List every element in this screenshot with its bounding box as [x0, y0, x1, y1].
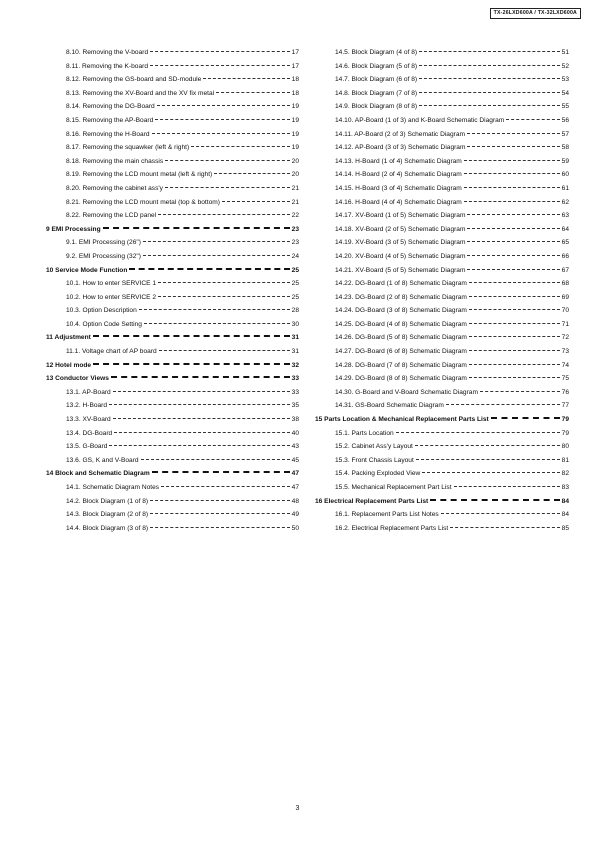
toc-entry-label: 14.14. H-Board (2 of 4) Schematic Diagram: [335, 171, 462, 179]
toc-entry-label: 14.17. XV-Board (1 of 5) Schematic Diagram: [335, 212, 466, 220]
toc-entry-page: 20: [291, 157, 299, 165]
toc-entry-page: 67: [561, 266, 569, 274]
toc-section-entry[interactable]: [46, 331, 299, 345]
toc-entry-page: 49: [291, 511, 299, 519]
toc-entry-label: 10.1. How to enter SERVICE 1: [66, 280, 157, 288]
toc-entry-page: 35: [291, 402, 299, 410]
dot-leader: [467, 269, 559, 270]
toc-entry[interactable]: [46, 46, 299, 60]
toc-entry[interactable]: [315, 277, 569, 291]
dot-leader: [396, 432, 560, 433]
toc-entry-page: 79: [561, 416, 569, 424]
dot-leader: [469, 309, 560, 310]
toc-entry-label: 8.18. Removing the main chassis: [66, 157, 164, 165]
toc-entry-label: 14.22. DG-Board (1 of 8) Schematic Diagram: [335, 280, 467, 288]
dot-leader: [469, 282, 560, 283]
toc-entry[interactable]: [46, 413, 299, 427]
toc-entry[interactable]: [315, 318, 569, 332]
toc-entry-label: 14.8. Block Diagram (7 of 8): [335, 89, 418, 97]
toc-entry[interactable]: [46, 182, 299, 196]
dot-leader: [191, 146, 290, 147]
toc-entry-page: 84: [561, 497, 569, 505]
toc-entry-label: 8.13. Removing the XV-Board and the XV fix metal: [66, 89, 215, 97]
dot-leader: [491, 417, 560, 419]
toc-entry-page: 20: [291, 171, 299, 179]
toc-entry-page: 83: [561, 484, 569, 491]
dot-leader: [467, 214, 559, 215]
dot-leader: [144, 323, 290, 324]
toc-entry-page: 47: [291, 470, 299, 478]
dot-leader: [467, 228, 559, 229]
toc-entry-label: 13.4. DG-Board: [66, 429, 113, 437]
toc-entry-label: 14.26. DG-Board (5 of 8) Schematic Diagram: [335, 334, 467, 342]
toc-entry[interactable]: [46, 155, 299, 169]
toc-entry[interactable]: [315, 87, 569, 101]
toc-entry-label: 8.19. Removing the LCD mount metal (left & right): [66, 171, 213, 179]
toc-entry-page: 79: [561, 429, 569, 437]
toc-entry-page: 19: [291, 103, 299, 111]
dot-leader: [454, 486, 560, 487]
toc-entry-page: 76: [561, 388, 569, 396]
toc-entry-page: 75: [561, 375, 569, 383]
toc-entry[interactable]: [315, 467, 569, 481]
dot-leader: [464, 160, 560, 161]
toc-entry-label: 8.12. Removing the GS-board and SD-module: [66, 76, 202, 84]
toc-entry-page: 73: [561, 348, 569, 356]
toc-entry-label: 14.30. G-Board and V-Board Schematic Diagram: [335, 388, 478, 396]
dot-leader: [441, 513, 560, 514]
toc-entry-page: 60: [561, 171, 569, 179]
dot-leader: [419, 78, 560, 79]
dot-leader: [150, 527, 290, 528]
dot-leader: [446, 404, 560, 405]
toc-entry-page: 77: [561, 402, 569, 410]
toc-entry-label: 14.15. H-Board (3 of 4) Schematic Diagram: [335, 184, 462, 192]
toc-entry-page: 50: [291, 524, 299, 532]
toc-entry[interactable]: [315, 440, 569, 454]
toc-entry-page: 58: [561, 144, 569, 152]
dot-leader: [214, 173, 289, 174]
toc-entry-page: 22: [291, 212, 299, 220]
dot-leader: [109, 445, 289, 446]
toc-entry-label: 14.7. Block Diagram (6 of 8): [335, 76, 418, 84]
toc-entry-label: 14.5. Block Diagram (4 of 8): [335, 49, 418, 56]
toc-entry-page: 55: [561, 103, 569, 111]
dot-leader: [464, 201, 560, 202]
dot-leader: [113, 391, 290, 392]
dot-leader: [141, 459, 290, 460]
dot-leader: [469, 336, 560, 337]
toc-right-column: [315, 46, 569, 535]
dot-leader: [114, 432, 289, 433]
toc-entry-label: 14.2. Block Diagram (1 of 8): [66, 497, 149, 505]
toc-entry-label: 13.2. H-Board: [66, 402, 108, 410]
toc-entry-label: 14.20. XV-Board (4 of 5) Schematic Diagram: [335, 252, 466, 260]
dot-leader: [157, 105, 290, 106]
dot-leader: [469, 377, 560, 378]
toc-entry-label: 16.1. Replacement Parts List Notes: [335, 511, 439, 519]
toc-entry-label: 15.5. Mechanical Replacement Part List: [335, 484, 452, 491]
toc-entry[interactable]: [315, 223, 569, 237]
toc-entry-label: 14.25. DG-Board (4 of 8) Schematic Diagram: [335, 320, 467, 328]
toc-entry[interactable]: [315, 128, 569, 142]
toc-entry[interactable]: [315, 209, 569, 223]
toc-entry[interactable]: [315, 331, 569, 345]
toc-entry-label: 14.21. XV-Board (5 of 5) Schematic Diagram: [335, 266, 466, 274]
dot-leader: [152, 471, 290, 473]
dot-leader: [419, 105, 560, 106]
toc-section-entry[interactable]: [315, 413, 569, 427]
toc-entry-page: 25: [291, 266, 299, 274]
toc-entry-label: 10.4. Option Code Setting: [66, 320, 142, 328]
toc-entry-label: 8.16. Removing the H-Board: [66, 130, 150, 138]
dot-leader: [165, 160, 290, 161]
dot-leader: [467, 146, 559, 147]
toc-entry-label: 14.1. Schematic Diagram Notes: [66, 484, 160, 491]
toc-entry[interactable]: [315, 46, 569, 60]
dot-leader: [467, 241, 559, 242]
dot-leader: [464, 187, 560, 188]
toc-entry[interactable]: [46, 454, 299, 468]
toc-entry-page: 54: [561, 89, 569, 97]
toc-entry-page: 19: [291, 116, 299, 124]
toc-entry-page: 48: [291, 497, 299, 505]
toc-entry-page: 30: [291, 320, 299, 328]
toc-entry-page: 62: [561, 198, 569, 206]
dot-leader: [419, 92, 560, 93]
toc-entry[interactable]: [46, 250, 299, 264]
toc-entry-label: 14.3. Block Diagram (2 of 8): [66, 511, 149, 519]
toc-entry-label: 8.17. Removing the squawker (left & right): [66, 144, 190, 152]
toc-entry-label: 10 Service Mode Function: [46, 266, 128, 274]
toc-entry-label: 8.11. Removing the K-board: [66, 62, 148, 70]
toc-entry[interactable]: [315, 196, 569, 210]
toc-entry[interactable]: [46, 87, 299, 101]
toc-entry-label: 14.11. AP-Board (2 of 3) Schematic Diagram: [335, 130, 465, 138]
dot-leader: [469, 350, 560, 351]
toc-entry[interactable]: [315, 359, 569, 373]
dot-leader: [216, 92, 290, 93]
toc-entry[interactable]: [315, 481, 569, 495]
dot-leader: [222, 201, 290, 202]
dot-leader: [150, 500, 290, 501]
toc-entry[interactable]: [315, 236, 569, 250]
toc-entry-label: 14.23. DG-Board (2 of 8) Schematic Diagram: [335, 293, 467, 301]
toc-entry[interactable]: [315, 264, 569, 278]
toc-entry[interactable]: [315, 60, 569, 74]
toc-section-entry[interactable]: [46, 359, 299, 373]
toc-entry-page: 74: [561, 361, 569, 369]
dot-leader: [93, 363, 290, 365]
dot-leader: [158, 296, 290, 297]
toc-entry-label: 14 Block and Schematic Diagram: [46, 470, 150, 478]
toc-entry-label: 8.15. Removing the AP-Board: [66, 116, 154, 124]
toc-entry[interactable]: [315, 508, 569, 522]
toc-entry-page: 85: [561, 524, 569, 532]
toc-entry[interactable]: [315, 454, 569, 468]
toc-entry[interactable]: [46, 100, 299, 114]
toc-entry-page: 70: [561, 307, 569, 315]
dot-leader: [430, 499, 559, 501]
toc-entry[interactable]: [315, 155, 569, 169]
toc-entry-page: 64: [561, 225, 569, 233]
toc-entry-label: 8.10. Removing the V-board: [66, 49, 149, 56]
toc-entry-page: 23: [291, 225, 299, 233]
dot-leader: [422, 472, 559, 473]
toc-entry[interactable]: [46, 495, 299, 509]
dot-leader: [113, 418, 290, 419]
toc-entry-page: 31: [291, 348, 299, 356]
dot-leader: [165, 187, 290, 188]
dot-leader: [419, 51, 560, 52]
toc-entry-label: 13.5. G-Board: [66, 443, 108, 451]
toc-entry-page: 33: [291, 388, 299, 396]
dot-leader: [161, 486, 290, 487]
toc-entry[interactable]: [46, 209, 299, 223]
toc-section-entry[interactable]: [315, 495, 569, 509]
toc-entry-label: 12 Hotel mode: [46, 361, 92, 369]
toc-entry-page: 53: [561, 76, 569, 84]
toc-entry-page: 51: [561, 49, 569, 56]
toc-entry-page: 23: [291, 239, 299, 247]
toc-entry-page: 80: [561, 443, 569, 451]
toc-entry-page: 47: [291, 484, 299, 491]
dot-leader: [139, 309, 290, 310]
toc-entry-label: 14.19. XV-Board (3 of 5) Schematic Diagram: [335, 239, 466, 247]
dot-leader: [203, 78, 289, 79]
toc-entry-label: 10.3. Option Description: [66, 307, 137, 315]
toc-section-entry[interactable]: [46, 372, 299, 386]
toc-entry-page: 68: [561, 280, 569, 288]
toc-entry[interactable]: [315, 168, 569, 182]
toc-entry-page: 65: [561, 239, 569, 247]
dot-leader: [143, 241, 290, 242]
toc-entry-page: 25: [291, 280, 299, 288]
toc-entry-label: 16 Electrical Replacement Parts List: [315, 497, 429, 505]
dot-leader: [150, 513, 290, 514]
toc-entry-label: 14.29. DG-Board (8 of 8) Schematic Diagram: [335, 375, 467, 383]
dot-leader: [416, 459, 560, 460]
toc-entry-page: 59: [561, 157, 569, 165]
toc-entry-label: 14.24. DG-Board (3 of 8) Schematic Diagram: [335, 307, 467, 315]
dot-leader: [450, 527, 559, 528]
toc-entry-label: 13.1. AP-Board: [66, 388, 111, 396]
toc-entry-label: 14.12. AP-Board (3 of 3) Schematic Diagram: [335, 144, 466, 152]
toc-entry-label: 9 EMI Processing: [46, 225, 101, 233]
toc-entry-page: 43: [291, 443, 299, 451]
toc-entry[interactable]: [46, 291, 299, 305]
toc-entry[interactable]: [46, 304, 299, 318]
toc-entry[interactable]: [46, 440, 299, 454]
toc-entry-page: 18: [291, 89, 299, 97]
dot-leader: [155, 119, 289, 120]
toc-entry[interactable]: [46, 196, 299, 210]
toc-entry-page: 31: [291, 334, 299, 342]
dot-leader: [415, 445, 560, 446]
toc-section-entry[interactable]: [46, 467, 299, 481]
toc-entry[interactable]: [46, 399, 299, 413]
dot-leader: [93, 335, 290, 337]
toc-entry-page: 82: [561, 470, 569, 478]
dot-leader: [506, 119, 559, 120]
toc-entry[interactable]: [46, 318, 299, 332]
dot-leader: [111, 376, 290, 378]
toc-entry-page: 21: [291, 184, 299, 192]
toc-entry[interactable]: [315, 250, 569, 264]
toc-entry[interactable]: [315, 427, 569, 441]
toc-entry[interactable]: [46, 522, 299, 536]
toc-entry-page: 33: [291, 375, 299, 383]
dot-leader: [464, 173, 560, 174]
toc-entry-label: 15.1. Parts Location: [335, 429, 394, 437]
toc-entry-label: 9.1. EMI Processing (26"): [66, 239, 141, 247]
toc-entry[interactable]: [315, 141, 569, 155]
toc-entry[interactable]: [46, 60, 299, 74]
toc-entry[interactable]: [315, 399, 569, 413]
toc-entry[interactable]: [46, 386, 299, 400]
toc-entry-page: 18: [291, 76, 299, 84]
dot-leader: [469, 323, 560, 324]
toc-entry-label: 14.27. DG-Board (6 of 8) Schematic Diagram: [335, 348, 467, 356]
toc-entry[interactable]: [46, 427, 299, 441]
toc-entry-page: 52: [561, 62, 569, 70]
toc-entry[interactable]: [315, 304, 569, 318]
dot-leader: [129, 268, 289, 270]
toc-entry-label: 14.16. H-Board (4 of 4) Schematic Diagram: [335, 198, 462, 206]
toc-entry[interactable]: [46, 277, 299, 291]
toc-entry-label: 16.2. Electrical Replacement Parts List: [335, 524, 449, 532]
toc-entry-page: 45: [291, 456, 299, 464]
toc-entry-page: 19: [291, 144, 299, 152]
toc-entry[interactable]: [315, 73, 569, 87]
toc-entry-label: 15.2. Cabinet Ass'y Layout: [335, 443, 413, 451]
toc-entry-page: 25: [291, 293, 299, 301]
toc-entry-label: 13 Conductor Views: [46, 375, 109, 383]
toc-entry-page: 61: [561, 184, 569, 192]
dot-leader: [152, 133, 290, 134]
toc-entry-page: 40: [291, 429, 299, 437]
toc-entry[interactable]: [46, 345, 299, 359]
toc-section-entry[interactable]: [46, 223, 299, 237]
toc-entry-label: 13.3. XV-Board: [66, 416, 111, 424]
toc-entry[interactable]: [46, 236, 299, 250]
toc-entry-page: 38: [291, 416, 299, 424]
dot-leader: [150, 51, 290, 52]
toc-entry-page: 71: [561, 320, 569, 328]
toc-entry[interactable]: [46, 114, 299, 128]
toc-entry-label: 15.3. Front Chassis Layout: [335, 456, 414, 464]
model-label: TX-26LXD600A / TX-32LXD600A: [490, 8, 581, 19]
dot-leader: [419, 65, 560, 66]
toc-entry[interactable]: [315, 182, 569, 196]
dot-leader: [467, 133, 560, 134]
toc-entry[interactable]: [46, 141, 299, 155]
toc-entry-page: 19: [291, 130, 299, 138]
dot-leader: [469, 296, 560, 297]
toc-entry-label: 14.13. H-Board (1 of 4) Schematic Diagram: [335, 157, 462, 165]
toc-entry-label: 10.2. How to enter SERVICE 2: [66, 293, 157, 301]
page-number: 3: [295, 805, 300, 812]
toc-entry-label: 11 Adjustment: [46, 334, 91, 342]
toc-entry-label: 14.9. Block Diagram (8 of 8): [335, 103, 418, 111]
dot-leader: [109, 404, 290, 405]
toc-entry-label: 11.1. Voltage chart of AP board: [66, 348, 157, 356]
toc-entry-page: 32: [291, 361, 299, 369]
toc-entry-page: 84: [561, 511, 569, 519]
toc-entry-label: 9.2. EMI Processing (32"): [66, 252, 141, 260]
toc-entry-page: 63: [561, 212, 569, 220]
toc-entry-page: 81: [561, 456, 569, 464]
toc-entry-label: 15.4. Packing Exploded View: [335, 470, 421, 478]
dot-leader: [480, 391, 560, 392]
toc-entry-label: 8.21. Removing the LCD mount metal (top & bottom): [66, 198, 220, 206]
toc-entry-label: 13.6. GS, K and V-Board: [66, 456, 139, 464]
toc-entry[interactable]: [46, 481, 299, 495]
toc-entry-page: 57: [561, 130, 569, 138]
toc-entry-label: 8.14. Removing the DG-Board: [66, 103, 155, 111]
toc-entry[interactable]: [315, 345, 569, 359]
toc-entry[interactable]: [315, 386, 569, 400]
toc-entry-page: 21: [291, 198, 299, 206]
toc-entry[interactable]: [315, 114, 569, 128]
toc-entry-label: 14.4. Block Diagram (3 of 8): [66, 524, 149, 532]
toc-entry-label: 14.6. Block Diagram (5 of 8): [335, 62, 418, 70]
toc-entry[interactable]: [46, 128, 299, 142]
toc-entry-label: 8.22. Removing the LCD panel: [66, 212, 157, 220]
toc-left-column: [46, 46, 299, 535]
toc-entry-page: 17: [291, 62, 299, 70]
dot-leader: [103, 227, 290, 229]
toc-section-entry[interactable]: [46, 264, 299, 278]
toc-entry-page: 66: [561, 252, 569, 260]
toc-entry[interactable]: [46, 73, 299, 87]
toc-entry-page: 72: [561, 334, 569, 342]
dot-leader: [158, 214, 289, 215]
toc-entry[interactable]: [315, 372, 569, 386]
toc-entry-page: 69: [561, 293, 569, 301]
dot-leader: [467, 255, 559, 256]
dot-leader: [159, 350, 290, 351]
toc-entry-label: 14.18. XV-Board (2 of 5) Schematic Diagram: [335, 225, 466, 233]
dot-leader: [150, 65, 290, 66]
toc-entry-label: 14.10. AP-Board (1 of 3) and K-Board Schematic Diagram: [335, 116, 505, 124]
toc-entry[interactable]: [315, 522, 569, 536]
toc-entry-label: 14.28. DG-Board (7 of 8) Schematic Diagram: [335, 361, 467, 369]
toc-entry-label: 8.20. Removing the cabinet ass'y: [66, 184, 163, 192]
toc-entry-page: 24: [291, 252, 299, 260]
toc-entry[interactable]: [46, 168, 299, 182]
toc-entry[interactable]: [46, 508, 299, 522]
toc-entry[interactable]: [315, 100, 569, 114]
toc-entry-page: 17: [291, 49, 299, 56]
toc-entry-page: 28: [291, 307, 299, 315]
toc-entry-page: 56: [561, 116, 569, 124]
toc-entry[interactable]: [315, 291, 569, 305]
toc-entry-label: 15 Parts Location & Mechanical Replacement Parts List: [315, 416, 489, 424]
dot-leader: [143, 255, 290, 256]
dot-leader: [158, 282, 290, 283]
toc-entry-label: 14.31. GS-Board Schematic Diagram: [335, 402, 444, 410]
dot-leader: [469, 364, 560, 365]
